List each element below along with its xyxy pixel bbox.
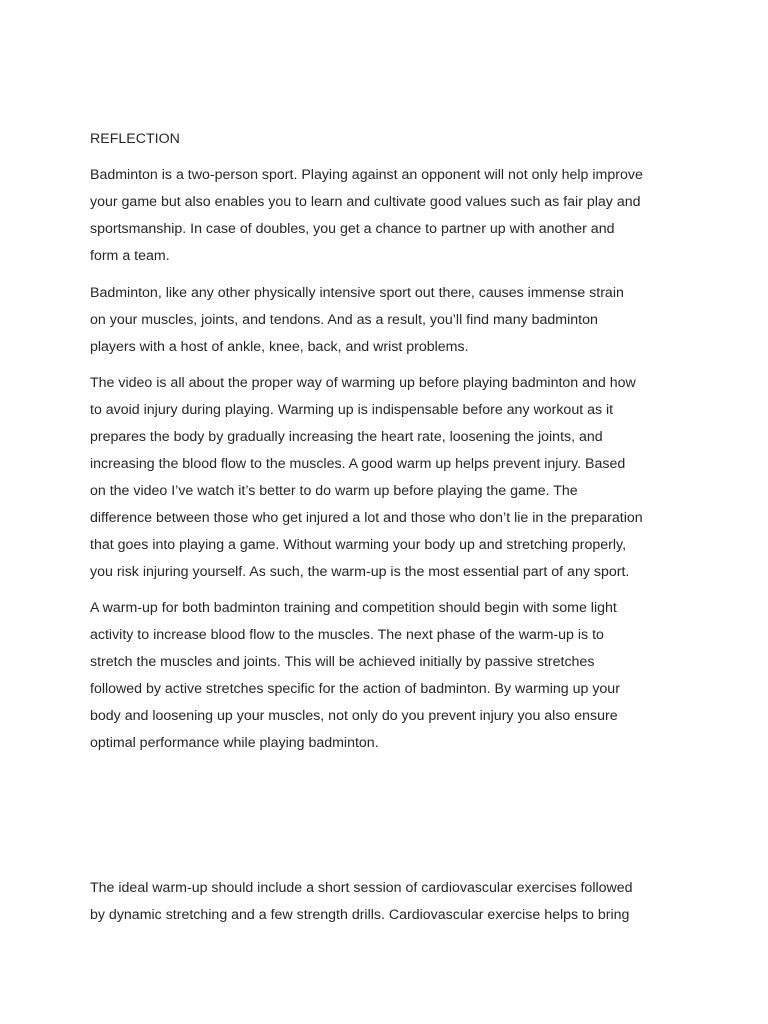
paragraph-1: [90, 162, 690, 270]
paragraph-line: by dynamic stretching and a few strength drills. Cardiovascular exercise helps to bring: [90, 907, 630, 923]
paragraph-line: form a team.: [90, 248, 170, 264]
paragraph-line: you risk injuring yourself. As such, the warm-up is the most essential part of any sport.: [90, 564, 630, 580]
paragraph-line: on the video I’ve watch it’s better to do warm up before playing the game. The: [90, 483, 578, 499]
paragraph-line: on your muscles, joints, and tendons. And as a result, you’ll find many badminton: [90, 312, 598, 328]
paragraph-line: increasing the blood flow to the muscles. A good warm up helps prevent injury. Based: [90, 456, 626, 472]
paragraph-line: The video is all about the proper way of warming up before playing badminton and how: [90, 375, 636, 391]
paragraph-line: activity to increase blood flow to the muscles. The next phase of the warm-up is to: [90, 627, 604, 643]
paragraph-3: [90, 370, 690, 586]
paragraph-line: The ideal warm-up should include a short session of cardiovascular exercises followed: [90, 880, 633, 896]
paragraph-line: your game but also enables you to learn and cultivate good values such as fair play and: [90, 194, 641, 210]
paragraph-line: that goes into playing a game. Without warming your body up and stretching properly,: [90, 537, 627, 553]
paragraph-line: Badminton is a two-person sport. Playing against an opponent will not only help improve: [90, 167, 643, 183]
paragraph-line: prepares the body by gradually increasing the heart rate, loosening the joints, and: [90, 429, 603, 445]
paragraph-line: optimal performance while playing badminton.: [90, 735, 379, 751]
paragraph-line: A warm-up for both badminton training and competition should begin with some light: [90, 600, 617, 616]
paragraph-line: stretch the muscles and joints. This will be achieved initially by passive stretches: [90, 654, 595, 670]
paragraph-line: followed by active stretches specific for the action of badminton. By warming up your: [90, 681, 620, 697]
paragraph-line: players with a host of ankle, knee, back, and wrist problems.: [90, 339, 469, 355]
document-heading: REFLECTION: [90, 131, 180, 147]
paragraph-line: to avoid injury during playing. Warming up is indispensable before any workout as it: [90, 402, 614, 418]
paragraph-4: [90, 595, 690, 757]
paragraph-line: difference between those who get injured a lot and those who don’t lie in the preparation: [90, 510, 643, 526]
paragraph-5: [90, 875, 690, 929]
paragraph-line: sportsmanship. In case of doubles, you get a chance to partner up with another and: [90, 221, 615, 237]
paragraph-line: body and loosening up your muscles, not only do you prevent injury you also ensure: [90, 708, 618, 724]
paragraph-2: [90, 280, 690, 361]
paragraph-line: Badminton, like any other physically intensive sport out there, causes immense strain: [90, 285, 624, 301]
